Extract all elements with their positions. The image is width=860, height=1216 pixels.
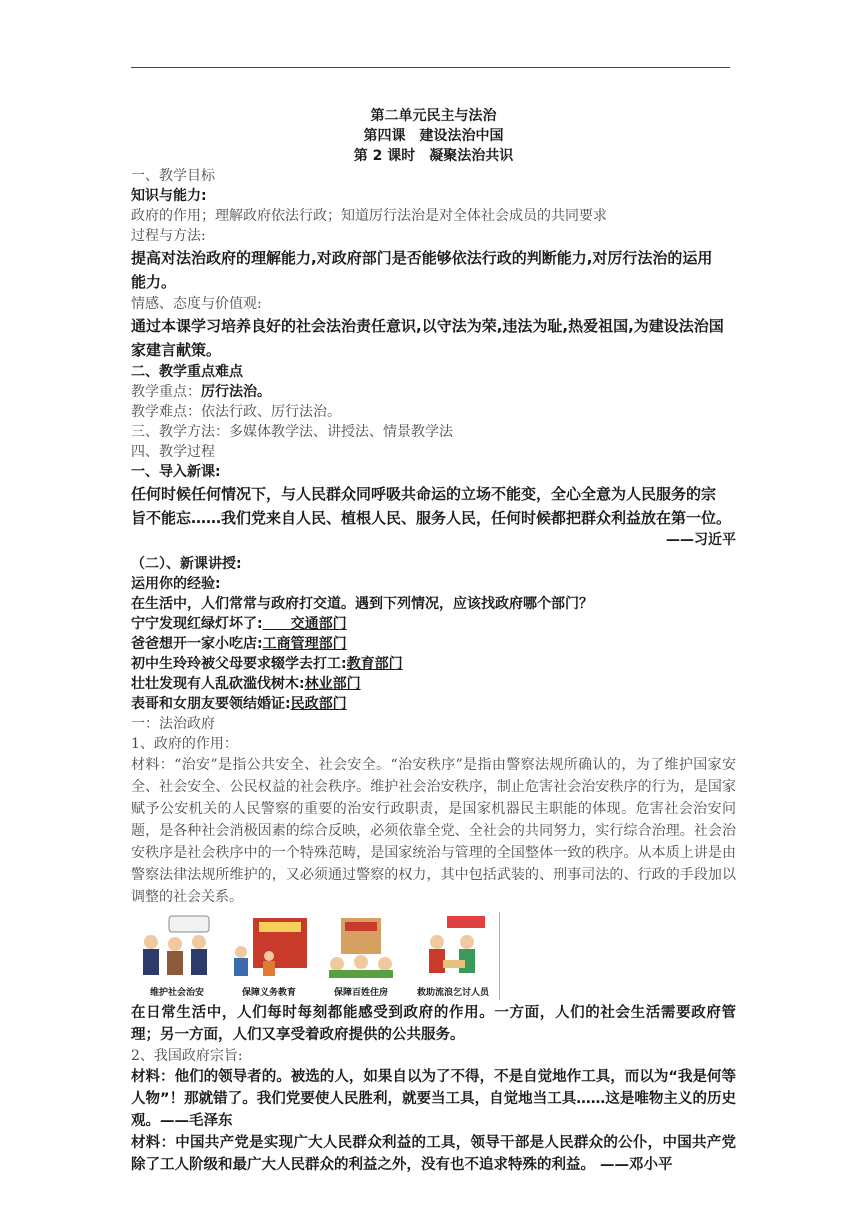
case-answer: 林业部门 xyxy=(304,676,361,692)
process-heading: 四、教学过程 xyxy=(131,444,215,460)
case-row xyxy=(131,674,736,694)
case-row xyxy=(131,654,736,674)
lesson-title: 第四课 建设法治中国 xyxy=(363,128,504,144)
case-answer: 民政部门 xyxy=(290,696,347,712)
intro-quote-1: 任何时候任何情况下，与人民群众同呼吸共命运的立场不能变，全心全意为人民服务的宗 xyxy=(131,485,717,503)
focus-label: 教学重点： xyxy=(131,384,201,400)
intro-heading: 一、导入新课: xyxy=(131,464,221,480)
case-prefix: 初中生玲玲被父母要求辍学去打工: xyxy=(131,656,347,672)
case-prefix: 爸爸想开一家小吃店: xyxy=(131,636,263,652)
case-prefix: 宁宁发现红绿灯坏了: xyxy=(131,616,263,632)
objectives-heading: 一、教学目标 xyxy=(131,168,215,184)
emotion-label: 情感、态度与价值观: xyxy=(131,296,262,312)
case-row xyxy=(131,614,736,634)
illustration-strip xyxy=(131,912,500,1000)
housing-icon xyxy=(315,912,407,1000)
question-text: 在生活中，人们常常与政府打交道。遇到下列情况，应该找政府哪个部门？ xyxy=(131,596,593,612)
case-answer: 教育部门 xyxy=(346,656,403,672)
case-answer: 交通部门 xyxy=(262,616,347,632)
focus-value: 厉行法治。 xyxy=(201,384,271,400)
section1-heading: 一：法治政府 xyxy=(131,716,215,732)
unit-title: 第二单元民主与法治 xyxy=(370,108,497,124)
intro-quote-2: 旨不能忘……我们党来自人民、植根人民、服务人民，任何时候都把群众利益放在第一位。 xyxy=(131,509,732,527)
case-answer: 工商管理部门 xyxy=(262,636,347,652)
material-3: 材料：中国共产党是实现广大人民群众利益的工具，领导干部是人民群众的公仆，中国共产党除了工人阶级和最广大人民群众的利益之外，没有也不追求特殊的利益。 ——邓小平 xyxy=(131,1135,736,1173)
header-rule xyxy=(131,67,730,68)
image-caption: 保障百姓住房 xyxy=(333,988,388,998)
focus-line xyxy=(131,382,736,402)
material-2: 材料：他们的领导者的。被选的人，如果自以为了不得，不是自觉地作工具，而以为“我是何等人物”！那就错了。我们党要使人民胜利，就要当工具，自觉地当工具……这是唯物主义的历史观。——毛泽东 xyxy=(131,1069,736,1129)
emotion-text-1: 通过本课学习培养良好的社会法治责任意识,以守法为荣,违法为耻,热爱祖国,为建设法治国 xyxy=(131,317,724,335)
image-caption: 维护社会治安 xyxy=(149,988,204,998)
experience-label: 运用你的经验: xyxy=(131,576,221,592)
key-points-heading: 二、教学重点难点 xyxy=(131,364,243,380)
image-caption: 保障义务教育 xyxy=(241,988,296,998)
intro-attribution: ——习近平 xyxy=(666,532,736,548)
knowledge-label: 知识与能力: xyxy=(131,188,207,204)
relief-icon xyxy=(407,912,499,1000)
process-text-2: 能力。 xyxy=(131,273,177,291)
emotion-text-2: 家建言献策。 xyxy=(131,341,222,359)
knowledge-text: 政府的作用；理解政府依法行政；知道厉行法治是对全体社会成员的共同要求 xyxy=(131,208,607,224)
case-prefix: 壮壮发现有人乱砍滥伐树木: xyxy=(131,676,305,692)
image-caption: 救助流浪乞讨人员 xyxy=(416,988,489,998)
material-1: 材料：“治安”是指公共安全、社会安全。“治安秩序”是指由警察法规所确认的，为了维护国家安全、社会安全、公民权益的社会秩序。维护社会治安秩序，制止危害社会治安秩序的行为，是国家赋予公安机关的人民警察的重要的治安行政职责，是国家机器民主职能的体现。危害社会治安问题，是各种社会消极因素的综合反映，必须依靠全党、全社会的共同努力，实行综合治理。社会治安秩序是社会秩序中的一个特殊范畴，是国家统治与管理的全国整体一致的秩序。从本质上讲是由警察法律法规所维护的，又必须通过警察的权力，其中包括武装的、刑事司法的、行政的手段加以调整的社会关系。 xyxy=(131,757,736,905)
period-title: 第 2 课时 凝聚法治共识 xyxy=(353,148,514,164)
case-row xyxy=(131,634,736,654)
process-label: 过程与方法: xyxy=(131,228,206,244)
education-icon xyxy=(223,912,315,1000)
section1-sub2: 2、我国政府宗旨: xyxy=(131,1048,243,1064)
difficulty-line: 教学难点：依法行政、厉行法治。 xyxy=(131,404,341,420)
new-lesson-heading: （二）、新课讲授: xyxy=(131,556,242,572)
process-text-1: 提高对法治政府的理解能力,对政府部门是否能够依法行政的判断能力,对厉行法治的运用 xyxy=(131,249,713,267)
methods-line: 三、教学方法：多媒体教学法、讲授法、情景教学法 xyxy=(131,424,453,440)
case-row xyxy=(131,694,736,714)
police-icon xyxy=(131,912,223,1000)
case-prefix: 表哥和女朋友要领结婚证: xyxy=(131,696,291,712)
summary-text: 在日常生活中，人们每时每刻都能感受到政府的作用。一方面，人们的社会生活需要政府管理；另一方面，人们又享受着政府提供的公共服务。 xyxy=(131,1005,736,1043)
section1-sub1: 1、政府的作用： xyxy=(131,736,238,752)
document-page xyxy=(131,106,736,1176)
